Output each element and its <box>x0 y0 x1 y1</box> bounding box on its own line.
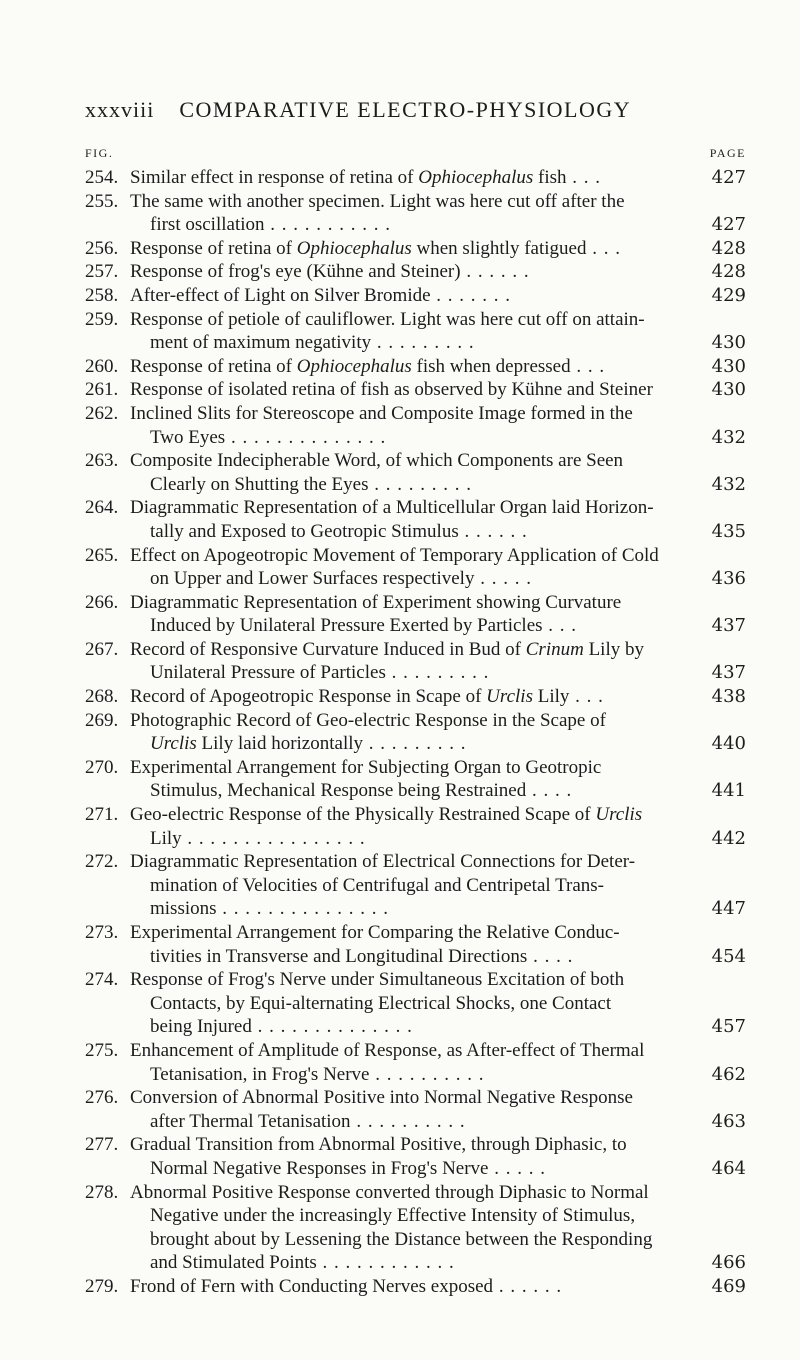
dot-leader: . . . . . . . . . <box>368 473 472 495</box>
caption-line <box>130 756 674 780</box>
dot-leader: . . . . <box>526 780 573 802</box>
caption-text: Induced by Unilateral Pressure Exerted by Particles <box>150 615 543 637</box>
dot-leader: . . . . . . . . . <box>371 332 475 354</box>
list-item <box>85 1086 746 1133</box>
page-number: 454 <box>711 945 746 967</box>
figure-caption <box>130 921 674 968</box>
page-number: 432 <box>711 426 746 448</box>
caption-text: Experimental Arrangement for Comparing the Relative Conduc- <box>130 922 620 943</box>
dot-leader: . . . . <box>527 945 574 967</box>
figure-number: 272. <box>85 851 119 873</box>
figure-caption <box>130 591 674 638</box>
list-item <box>85 166 746 190</box>
figure-number: 260. <box>85 355 119 377</box>
caption-text: Similar effect in response of retina of <box>130 167 419 188</box>
caption-line <box>130 355 674 379</box>
caption-text: mination of Velocities of Centrifugal and Centripetal Trans- <box>150 874 604 896</box>
caption-line <box>130 1228 674 1252</box>
dot-leader: . . . . . . <box>493 1275 563 1297</box>
caption-text: Record of Responsive Curvature Induced in Bud of <box>130 638 526 660</box>
caption-line <box>130 449 674 473</box>
page-number: 441 <box>711 780 746 802</box>
figure-caption <box>130 166 674 190</box>
caption-line <box>130 945 674 969</box>
caption-text: Response of retina of <box>130 237 297 259</box>
figure-number: 261. <box>85 379 119 401</box>
caption-text: Experimental Arrangement for Subjecting Organ to Geotropic <box>130 756 602 778</box>
list-item <box>85 1039 746 1086</box>
dot-leader: . . . . . . . <box>430 284 512 306</box>
figure-number: 279. <box>85 1275 119 1297</box>
caption-text: The same with another specimen. Light was here cut off after the <box>130 190 625 212</box>
page-number: 430 <box>711 332 746 354</box>
caption-text: Diagrammatic Representation of a Multicellular Organ laid Horizon- <box>130 497 654 519</box>
caption-text: Response of Frog's Nerve under Simultaneous Excitation of both <box>130 969 625 991</box>
dot-leader: . . . . . . . . . . . . . . <box>251 1016 413 1038</box>
caption-line <box>130 237 674 261</box>
caption-line <box>130 1086 674 1110</box>
figure-caption <box>130 308 674 355</box>
list-item <box>85 237 746 261</box>
list-item <box>85 544 746 591</box>
caption-text: Enhancement of Amplitude of Response, as After-effect of Thermal <box>130 1039 645 1061</box>
caption-line <box>130 685 674 709</box>
list-item <box>85 1133 746 1180</box>
caption-line <box>130 1039 674 1063</box>
figure-number: 273. <box>85 922 119 943</box>
caption-text: Two Eyes <box>150 426 226 448</box>
list-item <box>85 449 746 496</box>
caption-line <box>130 661 674 685</box>
dot-leader: . . . <box>566 167 602 188</box>
caption-line <box>130 520 674 544</box>
figure-number: 275. <box>85 1039 119 1061</box>
page-number: 442 <box>711 827 746 849</box>
list-item <box>85 260 746 284</box>
caption-text: Response of frog's eye (Kühne and Steiner) <box>130 261 461 283</box>
page-folio: xxxviii <box>85 97 155 122</box>
caption-line <box>130 614 674 638</box>
caption-text: Negative under the increasingly Effective Intensity of Stimulus, <box>150 1205 636 1227</box>
caption-text-after: Lily by <box>583 638 644 660</box>
figure-caption <box>130 1039 674 1086</box>
caption-text: Abnormal Positive Response converted through Diphasic to Normal <box>130 1181 649 1203</box>
caption-text: After-effect of Light on Silver Bromide <box>130 284 431 306</box>
caption-text: and Stimulated Points <box>150 1252 317 1274</box>
page-number: 447 <box>711 898 746 920</box>
list-item <box>85 756 746 803</box>
caption-line <box>130 544 674 568</box>
figure-caption <box>130 260 674 284</box>
caption-line <box>130 1133 674 1157</box>
page-number: 438 <box>711 686 746 708</box>
dot-leader: . . . . . . <box>460 261 530 283</box>
caption-text-after: fish <box>533 167 567 188</box>
caption-line <box>130 1015 674 1039</box>
page-number: 427 <box>711 167 746 188</box>
list-item <box>85 803 746 850</box>
caption-text-after: when slightly fatigued <box>411 237 587 259</box>
figure-number: 267. <box>85 638 119 660</box>
figure-number: 278. <box>85 1181 119 1203</box>
caption-text: Unilateral Pressure of Particles <box>150 662 386 684</box>
page-number: 469 <box>711 1275 746 1297</box>
list-item <box>85 685 746 709</box>
caption-text: Clearly on Shutting the Eyes <box>150 473 369 495</box>
caption-line <box>130 190 674 214</box>
list-item <box>85 284 746 308</box>
caption-text: Tetanisation, in Frog's Nerve <box>150 1063 370 1085</box>
dot-leader: . . . <box>570 355 606 377</box>
running-head <box>85 97 631 123</box>
figure-caption <box>130 1275 674 1299</box>
caption-line <box>130 496 674 520</box>
caption-text: Geo-electric Response of the Physically Restrained Scape of <box>130 804 596 826</box>
caption-line <box>130 921 674 945</box>
caption-text: Contacts, by Equi-alternating Electrical Shocks, one Contact <box>150 992 612 1014</box>
figure-caption <box>130 1086 674 1133</box>
caption-text: missions <box>150 898 217 920</box>
figure-number: 262. <box>85 402 119 424</box>
caption-line <box>130 1275 674 1299</box>
caption-text: on Upper and Lower Surfaces respectively <box>150 568 475 590</box>
caption-line <box>130 897 674 921</box>
caption-text-after: Lily laid horizontally <box>196 733 364 755</box>
caption-italic-term: Urclis <box>486 686 533 708</box>
figure-caption <box>130 685 674 709</box>
list-item <box>85 190 746 237</box>
dot-leader: . . . . . <box>474 568 532 590</box>
dot-leader: . . . . . . . . . . <box>369 1063 485 1085</box>
caption-text: brought about by Lessening the Distance between the Responding <box>150 1228 653 1250</box>
caption-text: tivities in Transverse and Longitudinal Directions <box>150 945 528 967</box>
caption-line <box>130 1110 674 1134</box>
caption-text: Composite Indecipherable Word, of which Components are Seen <box>130 450 624 472</box>
caption-text-after: Lily <box>532 686 570 708</box>
page-number: 432 <box>711 473 746 495</box>
page-number: 463 <box>711 1110 746 1132</box>
caption-text: Frond of Fern with Conducting Nerves exposed <box>130 1275 494 1297</box>
dot-leader: . . . . . . . . . . . . <box>316 1252 455 1274</box>
page-number: 440 <box>711 733 746 755</box>
figure-caption <box>130 496 674 543</box>
page-column-heading: PAGE <box>709 146 746 160</box>
caption-italic-term: Ophiocephalus <box>296 355 412 377</box>
figure-caption <box>130 355 674 379</box>
caption-text: Diagrammatic Representation of Electrical Connections for Deter- <box>130 851 636 873</box>
figure-number: 274. <box>85 969 119 991</box>
caption-line <box>130 1063 674 1087</box>
figure-number: 266. <box>85 591 119 613</box>
list-item <box>85 921 746 968</box>
dot-leader: . . . . . . <box>458 520 528 542</box>
figure-caption <box>130 449 674 496</box>
page-number: 457 <box>711 1016 746 1038</box>
caption-text: Conversion of Abnormal Positive into Normal Negative Response <box>130 1087 633 1109</box>
page-number: 429 <box>711 284 746 306</box>
figure-number: 268. <box>85 686 119 708</box>
figure-caption <box>130 544 674 591</box>
caption-line <box>130 732 674 756</box>
caption-text: being Injured <box>150 1016 252 1038</box>
dot-leader: . . . . . . . . . <box>385 662 490 684</box>
caption-line <box>130 803 674 827</box>
list-of-illustrations <box>85 166 746 1299</box>
caption-text: Record of Apogeotropic Response in Scape of <box>130 686 487 708</box>
page-number: 428 <box>711 261 746 283</box>
figure-number: 257. <box>85 261 119 283</box>
list-item <box>85 968 746 1039</box>
figure-number: 264. <box>85 497 119 519</box>
list-item <box>85 308 746 355</box>
figure-number: 255. <box>85 190 119 212</box>
caption-line <box>130 308 674 332</box>
list-item <box>85 378 746 402</box>
figure-number: 271. <box>85 804 119 826</box>
caption-line <box>130 378 674 402</box>
caption-italic-term: Crinum <box>525 638 584 660</box>
caption-text: Response of isolated retina of fish as observed by Kühne and Steiner <box>130 379 653 401</box>
caption-line <box>130 402 674 426</box>
dot-leader: . . . <box>542 615 578 637</box>
caption-line <box>130 968 674 992</box>
dot-leader: . . . . . <box>488 1157 546 1179</box>
figure-number: 254. <box>85 167 119 188</box>
caption-italic-term: Ophiocephalus <box>296 237 412 259</box>
caption-text: Lily <box>150 827 182 849</box>
caption-line <box>130 426 674 450</box>
fig-column-heading: FIG. <box>85 146 114 160</box>
caption-text: first oscillation <box>150 214 265 236</box>
figure-caption <box>130 709 674 756</box>
page-number: 427 <box>711 214 746 236</box>
figure-caption <box>130 378 674 402</box>
figure-number: 263. <box>85 450 119 472</box>
page-number: 462 <box>711 1063 746 1085</box>
caption-line <box>130 1204 674 1228</box>
caption-line <box>130 166 674 190</box>
book-title: COMPARATIVE ELECTRO-PHYSIOLOGY <box>179 97 632 122</box>
figure-caption <box>130 402 674 449</box>
caption-line <box>130 850 674 874</box>
caption-text: Diagrammatic Representation of Experiment showing Curvature <box>130 591 622 613</box>
caption-line <box>130 1251 674 1275</box>
caption-text-after: fish when depressed <box>411 355 571 377</box>
caption-text: Inclined Slits for Stereoscope and Composite Image formed in the <box>130 402 633 424</box>
caption-line <box>130 638 674 662</box>
dot-leader: . . . . . . . . . . . <box>264 214 392 236</box>
figure-number: 259. <box>85 308 119 330</box>
figure-number: 269. <box>85 709 119 731</box>
caption-text: tally and Exposed to Geotropic Stimulus <box>150 520 459 542</box>
dot-leader: . . . <box>569 686 604 708</box>
figure-caption <box>130 803 674 850</box>
caption-line <box>130 473 674 497</box>
caption-line <box>130 1157 674 1181</box>
page-number: 466 <box>711 1252 746 1274</box>
figure-caption <box>130 284 674 308</box>
figure-caption <box>130 190 674 237</box>
list-item <box>85 402 746 449</box>
caption-italic-term: Urclis <box>150 733 197 755</box>
figure-caption <box>130 638 674 685</box>
figure-caption <box>130 237 674 261</box>
caption-text: after Thermal Tetanisation <box>150 1110 351 1132</box>
dot-leader: . . . . . . . . . . . . . . . . <box>181 827 366 849</box>
caption-text: Stimulus, Mechanical Response being Restrained <box>150 780 527 802</box>
list-item <box>85 638 746 685</box>
figure-number: 270. <box>85 756 119 778</box>
caption-text: Response of petiole of cauliflower. Light was here cut off on attain- <box>130 308 645 330</box>
page-number: 430 <box>711 355 746 377</box>
caption-text: Photographic Record of Geo-electric Response in the Scape of <box>130 709 606 731</box>
page-number: 464 <box>711 1157 746 1179</box>
dot-leader: . . . <box>586 237 621 259</box>
page-number: 428 <box>711 237 746 259</box>
caption-text: Response of retina of <box>130 355 297 377</box>
page-number: 435 <box>711 520 746 542</box>
figure-number: 277. <box>85 1134 119 1156</box>
caption-line <box>130 331 674 355</box>
figure-number: 276. <box>85 1087 119 1109</box>
dot-leader: . . . . . . . . . <box>363 733 467 755</box>
figure-caption <box>130 1133 674 1180</box>
caption-line <box>130 1181 674 1205</box>
figure-caption <box>130 968 674 1039</box>
figure-number: 258. <box>85 284 119 306</box>
caption-line <box>130 992 674 1016</box>
caption-italic-term: Urclis <box>595 804 643 826</box>
figure-number: 256. <box>85 237 119 259</box>
caption-text: Effect on Apogeotropic Movement of Temporary Application of Cold <box>130 544 659 566</box>
caption-text: ment of maximum negativity <box>150 332 372 354</box>
caption-line <box>130 874 674 898</box>
figure-caption <box>130 850 674 921</box>
caption-line <box>130 591 674 615</box>
dot-leader: . . . . . . . . . . <box>350 1110 466 1132</box>
caption-line <box>130 827 674 851</box>
page-number: 437 <box>711 662 746 684</box>
list-item <box>85 496 746 543</box>
figure-caption <box>130 756 674 803</box>
page-number: 430 <box>711 379 746 401</box>
list-item <box>85 850 746 921</box>
list-item <box>85 1275 746 1299</box>
caption-line <box>130 709 674 733</box>
caption-line <box>130 284 674 308</box>
list-item <box>85 1181 746 1275</box>
caption-line <box>130 213 674 237</box>
caption-line <box>130 260 674 284</box>
caption-text: Gradual Transition from Abnormal Positive, through Diphasic, to <box>130 1134 627 1156</box>
page-number: 436 <box>711 568 746 590</box>
caption-line <box>130 779 674 803</box>
figure-number: 265. <box>85 544 119 566</box>
list-item <box>85 591 746 638</box>
page-number: 437 <box>711 615 746 637</box>
caption-italic-term: Ophiocephalus <box>418 167 534 188</box>
list-item <box>85 355 746 379</box>
dot-leader: . . . . . . . . . . . . . . . <box>216 898 390 920</box>
figure-caption <box>130 1181 674 1275</box>
caption-line <box>130 567 674 591</box>
list-item <box>85 709 746 756</box>
caption-text: Normal Negative Responses in Frog's Nerve <box>150 1157 489 1179</box>
dot-leader: . . . . . . . . . . . . . . <box>225 426 387 448</box>
